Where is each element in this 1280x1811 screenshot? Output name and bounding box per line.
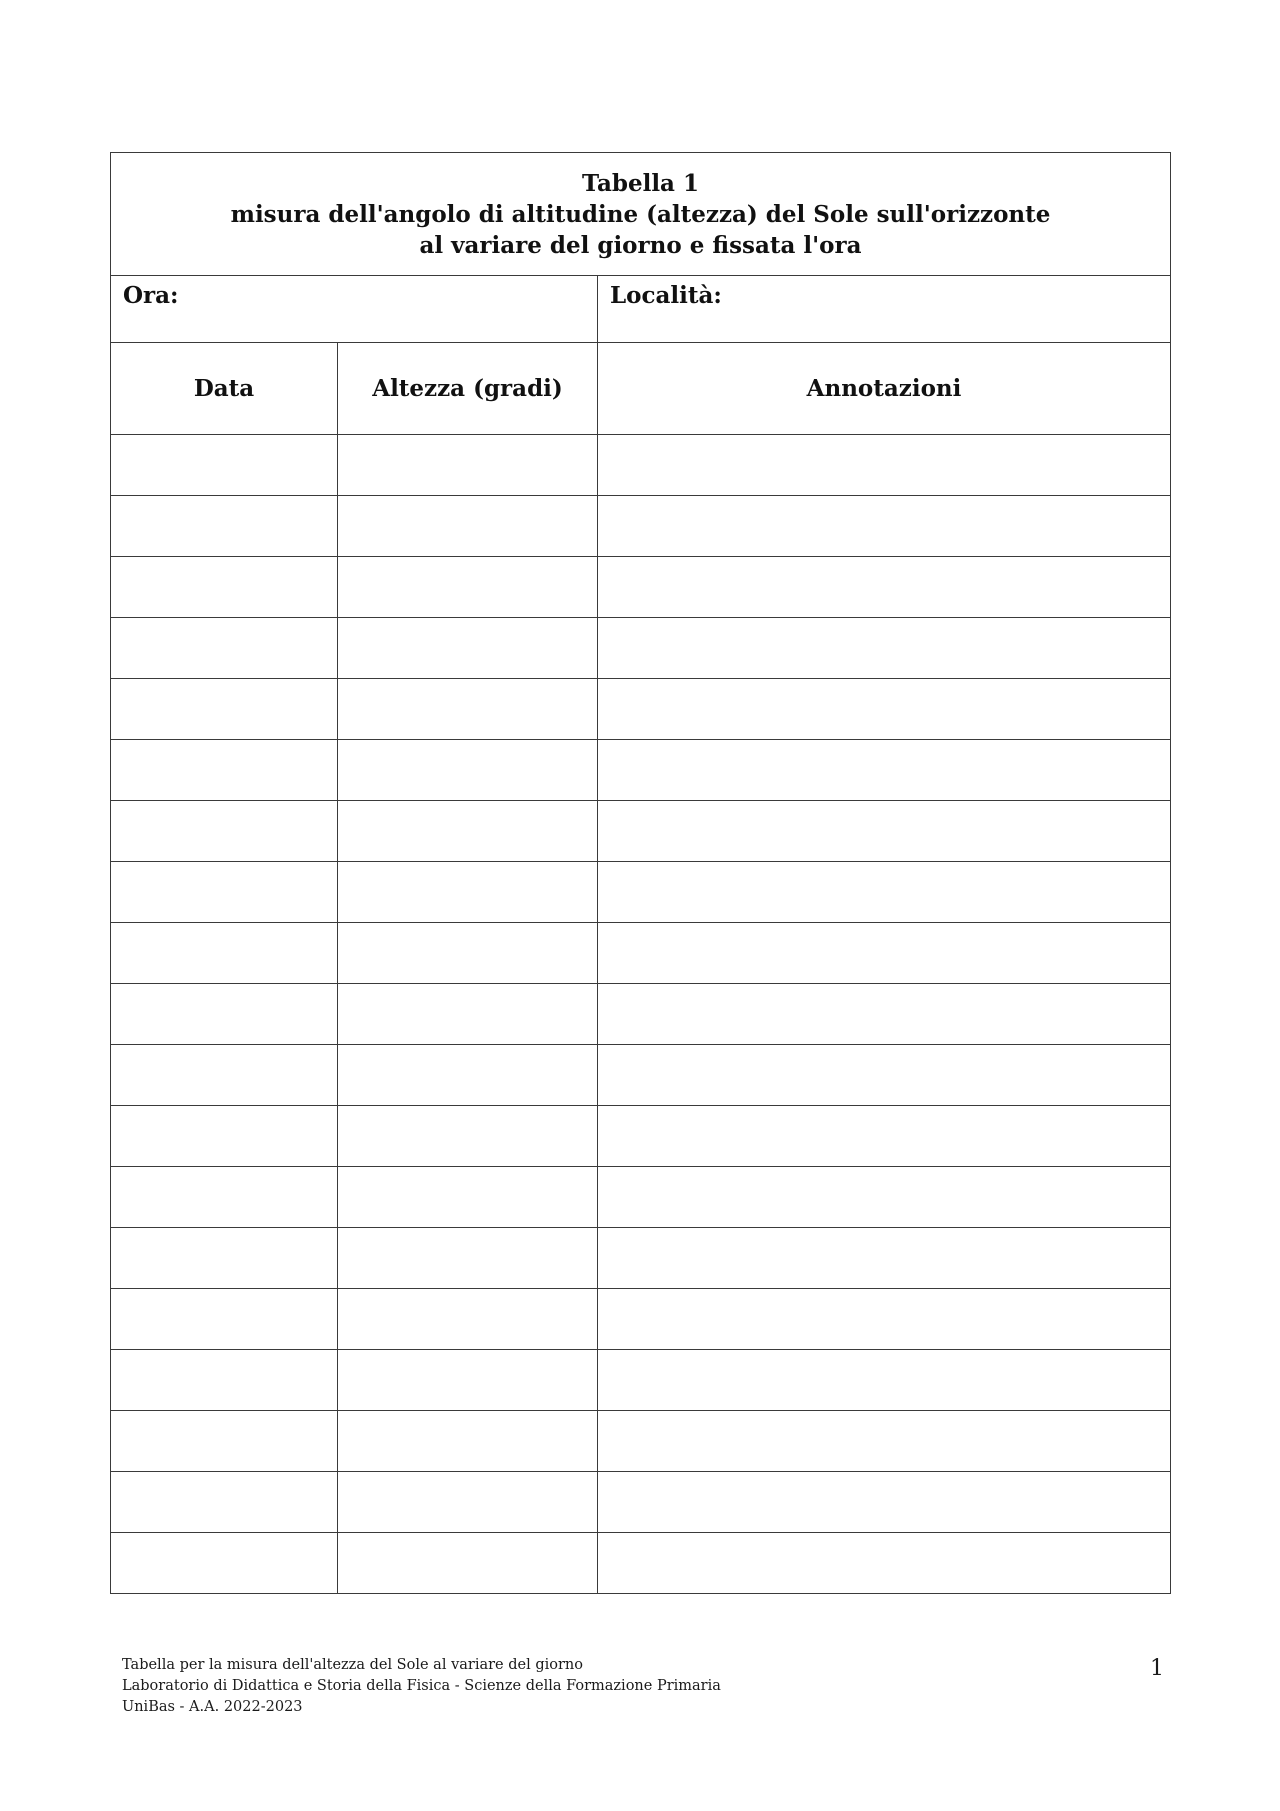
table-title-line-2: misura dell'angolo di altitudine (altezza) del Sole sull'orizzonte — [230, 200, 1051, 228]
column-header-data: Data — [111, 343, 338, 435]
annotazioni-cell[interactable] — [598, 618, 1171, 679]
altezza-cell[interactable] — [338, 801, 598, 862]
data-cell[interactable] — [111, 679, 338, 740]
altezza-cell[interactable] — [338, 740, 598, 801]
table-title — [111, 153, 1171, 276]
annotazioni-cell[interactable] — [598, 435, 1171, 496]
annotazioni-cell[interactable] — [598, 1289, 1171, 1350]
data-cell[interactable] — [111, 1289, 338, 1350]
data-cell[interactable] — [111, 1350, 338, 1411]
altezza-cell[interactable] — [338, 1533, 598, 1594]
table-title-line-3: al variare del giorno e fissata l'ora — [419, 231, 862, 259]
table-row — [111, 1045, 1171, 1106]
altezza-cell[interactable] — [338, 862, 598, 923]
ora-field[interactable] — [111, 276, 598, 343]
altezza-cell[interactable] — [338, 618, 598, 679]
localita-field[interactable] — [598, 276, 1171, 343]
footer-line-2: Laboratorio di Didattica e Storia della Fisica - Scienze della Formazione Primaria — [122, 1678, 721, 1694]
data-cell[interactable] — [111, 801, 338, 862]
annotazioni-cell[interactable] — [598, 862, 1171, 923]
annotazioni-cell[interactable] — [598, 1533, 1171, 1594]
annotazioni-cell[interactable] — [598, 1045, 1171, 1106]
altezza-cell[interactable] — [338, 679, 598, 740]
table-row — [111, 618, 1171, 679]
table-row — [111, 1472, 1171, 1533]
annotazioni-cell[interactable] — [598, 557, 1171, 618]
page-footer — [122, 1655, 721, 1718]
data-cell[interactable] — [111, 1167, 338, 1228]
altezza-cell[interactable] — [338, 1167, 598, 1228]
annotazioni-cell[interactable] — [598, 1167, 1171, 1228]
annotazioni-cell[interactable] — [598, 496, 1171, 557]
column-header-annotazioni: Annotazioni — [598, 343, 1171, 435]
altezza-cell[interactable] — [338, 1289, 598, 1350]
data-cell[interactable] — [111, 862, 338, 923]
table-row — [111, 1289, 1171, 1350]
data-cell[interactable] — [111, 1106, 338, 1167]
table-row — [111, 557, 1171, 618]
table-row — [111, 1350, 1171, 1411]
table-row — [111, 1411, 1171, 1472]
table-row — [111, 1533, 1171, 1594]
annotazioni-cell[interactable] — [598, 679, 1171, 740]
altezza-cell[interactable] — [338, 557, 598, 618]
altezza-cell[interactable] — [338, 496, 598, 557]
table-row — [111, 1167, 1171, 1228]
annotazioni-cell[interactable] — [598, 1472, 1171, 1533]
altezza-cell[interactable] — [338, 984, 598, 1045]
annotazioni-cell[interactable] — [598, 1350, 1171, 1411]
altezza-cell[interactable] — [338, 1411, 598, 1472]
measurement-table — [110, 152, 1171, 1594]
annotazioni-cell[interactable] — [598, 923, 1171, 984]
table-row — [111, 801, 1171, 862]
footer-line-1: Tabella per la misura dell'altezza del Sole al variare del giorno — [122, 1657, 583, 1673]
localita-label: Località: — [610, 282, 722, 309]
altezza-cell[interactable] — [338, 923, 598, 984]
table-row — [111, 1228, 1171, 1289]
table-row — [111, 496, 1171, 557]
data-cell[interactable] — [111, 1472, 338, 1533]
data-cell[interactable] — [111, 1228, 338, 1289]
footer-line-3: UniBas - A.A. 2022-2023 — [122, 1699, 303, 1715]
data-cell[interactable] — [111, 923, 338, 984]
table-row — [111, 923, 1171, 984]
table-row — [111, 984, 1171, 1045]
altezza-cell[interactable] — [338, 1045, 598, 1106]
altezza-cell[interactable] — [338, 1228, 598, 1289]
annotazioni-cell[interactable] — [598, 1228, 1171, 1289]
ora-label: Ora: — [123, 282, 179, 309]
data-cell[interactable] — [111, 984, 338, 1045]
altezza-cell[interactable] — [338, 435, 598, 496]
annotazioni-cell[interactable] — [598, 1106, 1171, 1167]
data-cell[interactable] — [111, 557, 338, 618]
data-cell[interactable] — [111, 1533, 338, 1594]
table-row — [111, 679, 1171, 740]
data-cell[interactable] — [111, 435, 338, 496]
table-row — [111, 1106, 1171, 1167]
annotazioni-cell[interactable] — [598, 984, 1171, 1045]
table-row — [111, 740, 1171, 801]
altezza-cell[interactable] — [338, 1350, 598, 1411]
altezza-cell[interactable] — [338, 1472, 598, 1533]
data-cell[interactable] — [111, 1045, 338, 1106]
data-cell[interactable] — [111, 618, 338, 679]
data-cell[interactable] — [111, 496, 338, 557]
annotazioni-cell[interactable] — [598, 801, 1171, 862]
data-cell[interactable] — [111, 1411, 338, 1472]
column-header-altezza: Altezza (gradi) — [338, 343, 598, 435]
table-row — [111, 435, 1171, 496]
annotazioni-cell[interactable] — [598, 1411, 1171, 1472]
annotazioni-cell[interactable] — [598, 740, 1171, 801]
table-row — [111, 862, 1171, 923]
altezza-cell[interactable] — [338, 1106, 598, 1167]
table-title-line-1: Tabella 1 — [582, 169, 699, 197]
data-cell[interactable] — [111, 740, 338, 801]
page-number: 1 — [1150, 1656, 1164, 1681]
